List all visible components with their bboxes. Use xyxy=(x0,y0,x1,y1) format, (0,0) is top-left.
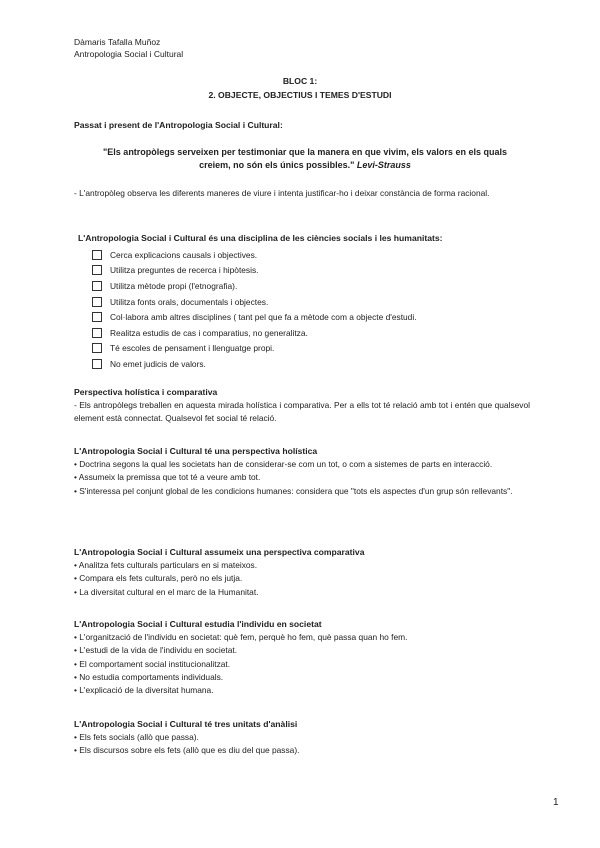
units-heading: L'Antropologia Social i Cultural té tres unitats d'anàlisi xyxy=(74,719,298,729)
holistic-list xyxy=(74,458,530,498)
checklist-item: Realitza estudis de cas i comparatius, no generalitza. xyxy=(92,325,532,341)
list-item: • El comportament social institucionalitzat. xyxy=(74,658,231,669)
holistic-heading: L'Antropologia Social i Cultural té una perspectiva holística xyxy=(74,446,318,456)
comparative-heading: L'Antropologia Social i Cultural assumeix una perspectiva comparativa xyxy=(74,547,365,557)
header-author: Dàmaris Tafalla Muñoz xyxy=(74,37,161,47)
checkbox[interactable] xyxy=(92,281,102,291)
checkbox[interactable] xyxy=(92,297,102,307)
list-item: • No estudia comportaments individuals. xyxy=(74,671,224,682)
checklist-item: Cerca explicacions causals i objectives. xyxy=(92,247,532,263)
list-item: • L'estudi de la vida de l'individu en societat. xyxy=(74,645,238,656)
holistic-section xyxy=(74,445,530,498)
list-item: • Compara els fets culturals, però no els jutja. xyxy=(74,573,243,584)
list-item: • S'interessa pel conjunt global de les condicions humanes: considera que "tots els aspectes d'un grup són rellevants". xyxy=(74,485,513,496)
checklist-item: Col·labora amb altres disciplines ( tant pel que fa a mètode com a objecte d'estudi. xyxy=(92,309,532,325)
checkbox[interactable] xyxy=(92,312,102,322)
discipline-checklist xyxy=(92,247,532,372)
intro-heading: Passat i present de l'Antropologia Social i Cultural: xyxy=(74,120,283,130)
holistic-comparative-section xyxy=(74,386,530,426)
list-item: • Els fets socials (allò que passa). xyxy=(74,732,199,743)
checkbox[interactable] xyxy=(92,265,102,275)
holistic-comparative-heading: Perspectiva holística i comparativa xyxy=(74,387,218,397)
individual-heading: L'Antropologia Social i Cultural estudia l'individu en societat xyxy=(74,619,322,629)
document-title xyxy=(74,74,526,102)
discipline-heading: L'Antropologia Social i Cultural és una disciplina de les ciències socials i les humanitats: xyxy=(78,233,443,243)
list-item: • Doctrina segons la qual les societats han de considerar-se com un tot, o com a sistemes de parts en interacció. xyxy=(74,459,493,470)
list-item: • Analitza fets culturals particulars en si mateixos. xyxy=(74,560,258,571)
quote-author: Levi-Strauss xyxy=(356,160,411,170)
checklist-item: No emet judicis de valors. xyxy=(92,356,532,372)
page-header xyxy=(74,36,183,60)
list-item: • Els discursos sobre els fets (allò que es diu del que passa). xyxy=(74,745,300,756)
checklist-item: Utilitza mètode propi (l'etnografia). xyxy=(92,278,532,294)
quote xyxy=(90,146,520,172)
page-number: 1 xyxy=(553,797,559,808)
comparative-section xyxy=(74,546,530,599)
list-item: • L'explicació de la diversitat humana. xyxy=(74,685,214,696)
list-item: • L'organització de l'individu en societat: què fem, perquè ho fem, què passa quan ho fem. xyxy=(74,632,408,643)
title-line-2: 2. OBJECTE, OBJECTIUS I TEMES D'ESTUDI xyxy=(208,90,392,100)
list-item: • Assumeix la premissa que tot té a veure amb tot. xyxy=(74,472,261,483)
header-course: Antropologia Social i Cultural xyxy=(74,49,184,59)
comparative-list xyxy=(74,559,530,599)
list-item: • La diversitat cultural en el marc de la Humanitat. xyxy=(74,586,259,597)
checklist-item: Té escoles de pensament i llenguatge propi. xyxy=(92,341,532,357)
individual-list xyxy=(74,631,530,697)
checklist-item: Utilitza preguntes de recerca i hipòtesis. xyxy=(92,263,532,279)
units-list xyxy=(74,731,530,757)
checklist-item: Utilitza fonts orals, documentals i objectes. xyxy=(92,294,532,310)
individual-section xyxy=(74,618,530,697)
checkbox[interactable] xyxy=(92,359,102,369)
checkbox[interactable] xyxy=(92,250,102,260)
units-section xyxy=(74,718,530,758)
checkbox[interactable] xyxy=(92,328,102,338)
quote-text: "Els antropòlegs serveixen per testimoniar que la manera en que vivim, els valors en els quals creiem, no són els únics possibles." xyxy=(103,147,507,170)
holistic-comparative-text: - Els antropòlegs treballen en aquesta mirada holística i comparativa. Per a ells tot té relació amb tot i entén que qualsevol element està connectat. Qualsevol fet social té relació. xyxy=(74,400,530,424)
intro-paragraph: - L'antropòleg observa les diferents maneres de viure i intenta justificar-ho i deixar constància de forma racional. xyxy=(74,188,490,198)
checkbox[interactable] xyxy=(92,343,102,353)
title-line-1: BLOC 1: xyxy=(282,76,318,86)
